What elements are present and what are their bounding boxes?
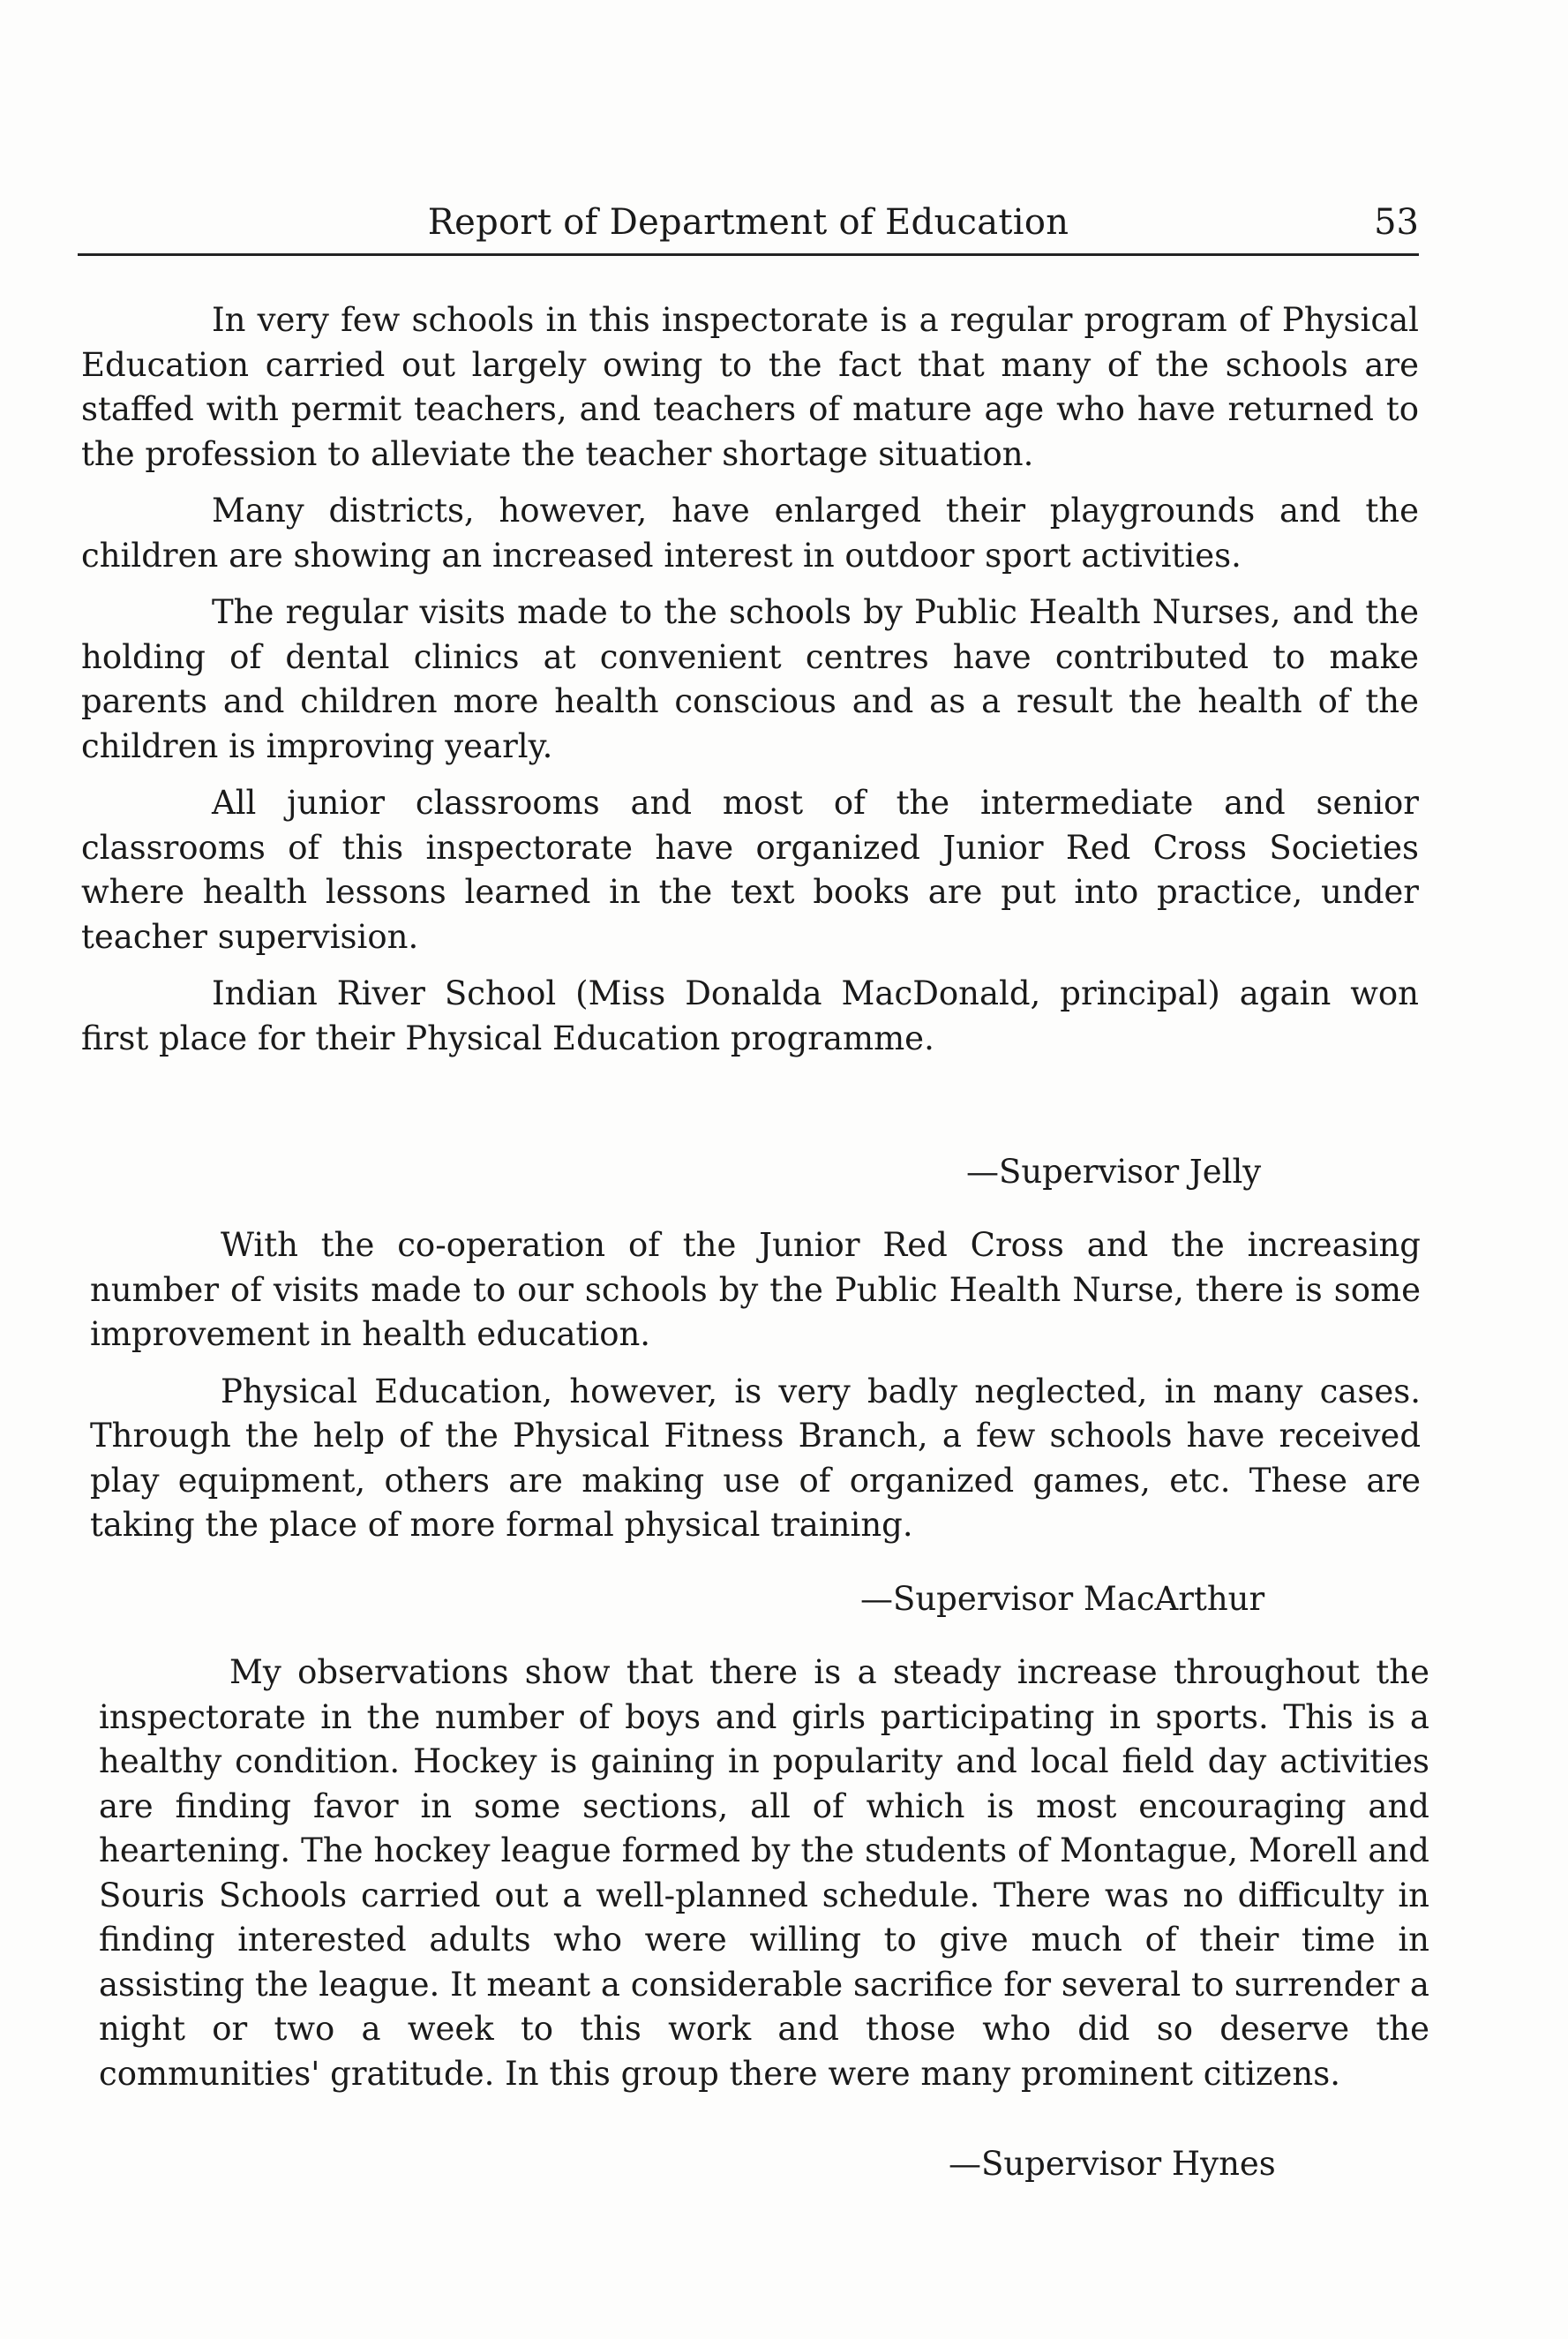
paragraph: In very few schools in this inspectorate is a regular program of Physical Education carried out largely owing to the fact that many of the schools are staffed with permit teachers, and teachers of mature age who have returned to the profession to alleviate the teacher shortage situation. bbox=[81, 301, 1419, 473]
paragraph: Many districts, however, have enlarged their playgrounds and the children are showing an increased interest in outdoor sport activities. bbox=[81, 492, 1419, 575]
report-section-macarthur bbox=[90, 1223, 1421, 1561]
signature-jelly: —Supervisor Jelly bbox=[966, 1153, 1262, 1191]
paragraph: The regular visits made to the schools by Public Health Nurses, and the holding of dental clinics at convenient centres have contributed to make parents and children more health conscious and as a result the health of the children is improving yearly. bbox=[81, 593, 1419, 765]
report-section-hynes bbox=[99, 1651, 1429, 2109]
paragraph: With the co-operation of the Junior Red Cross and the increasing number of visits made to our schools by the Public Health Nurse, there is some improvement in health education. bbox=[90, 1226, 1421, 1353]
header-title: Report of Department of Education bbox=[427, 202, 1069, 243]
report-section-jelly bbox=[81, 298, 1419, 1073]
paragraph: All junior classrooms and most of the intermediate and senior classrooms of this inspectorate have organized Junior Red Cross Societies where health lessons learned in the text books are put into practice, under teacher supervision. bbox=[81, 784, 1419, 956]
paragraph: Indian River School (Miss Donalda MacDonald, principal) again won first place for their Physical Education programme. bbox=[81, 974, 1419, 1057]
signature-macarthur: —Supervisor MacArthur bbox=[860, 1580, 1265, 1618]
paragraph: My observations show that there is a steady increase throughout the inspectorate in the number of boys and girls participating in sports. This is a healthy condition. Hockey is gaining in popularity and local field day activities are finding favor in some sections, all of which is most encouraging and heartening. The hockey league formed by the students of Montague, Morell and Souris Schools carried out a well-planned schedule. There was no difficulty in finding interested adults who were willing to give much of their time in assisting the league. It meant a considerable sacrifice for several to surrender a night or two a week to this work and those who did so deserve the communities' gratitude. In this group there were many prominent citizens. bbox=[99, 1653, 1429, 2093]
paragraph: Physical Education, however, is very badly neglected, in many cases. Through the help of the Physical Fitness Branch, a few schools have received play equipment, others are making use of organized games, etc. These are taking the place of more formal physical training. bbox=[90, 1372, 1421, 1544]
running-header bbox=[78, 199, 1419, 256]
page-number: 53 bbox=[1374, 202, 1419, 243]
signature-hynes: —Supervisor Hynes bbox=[949, 2145, 1276, 2183]
